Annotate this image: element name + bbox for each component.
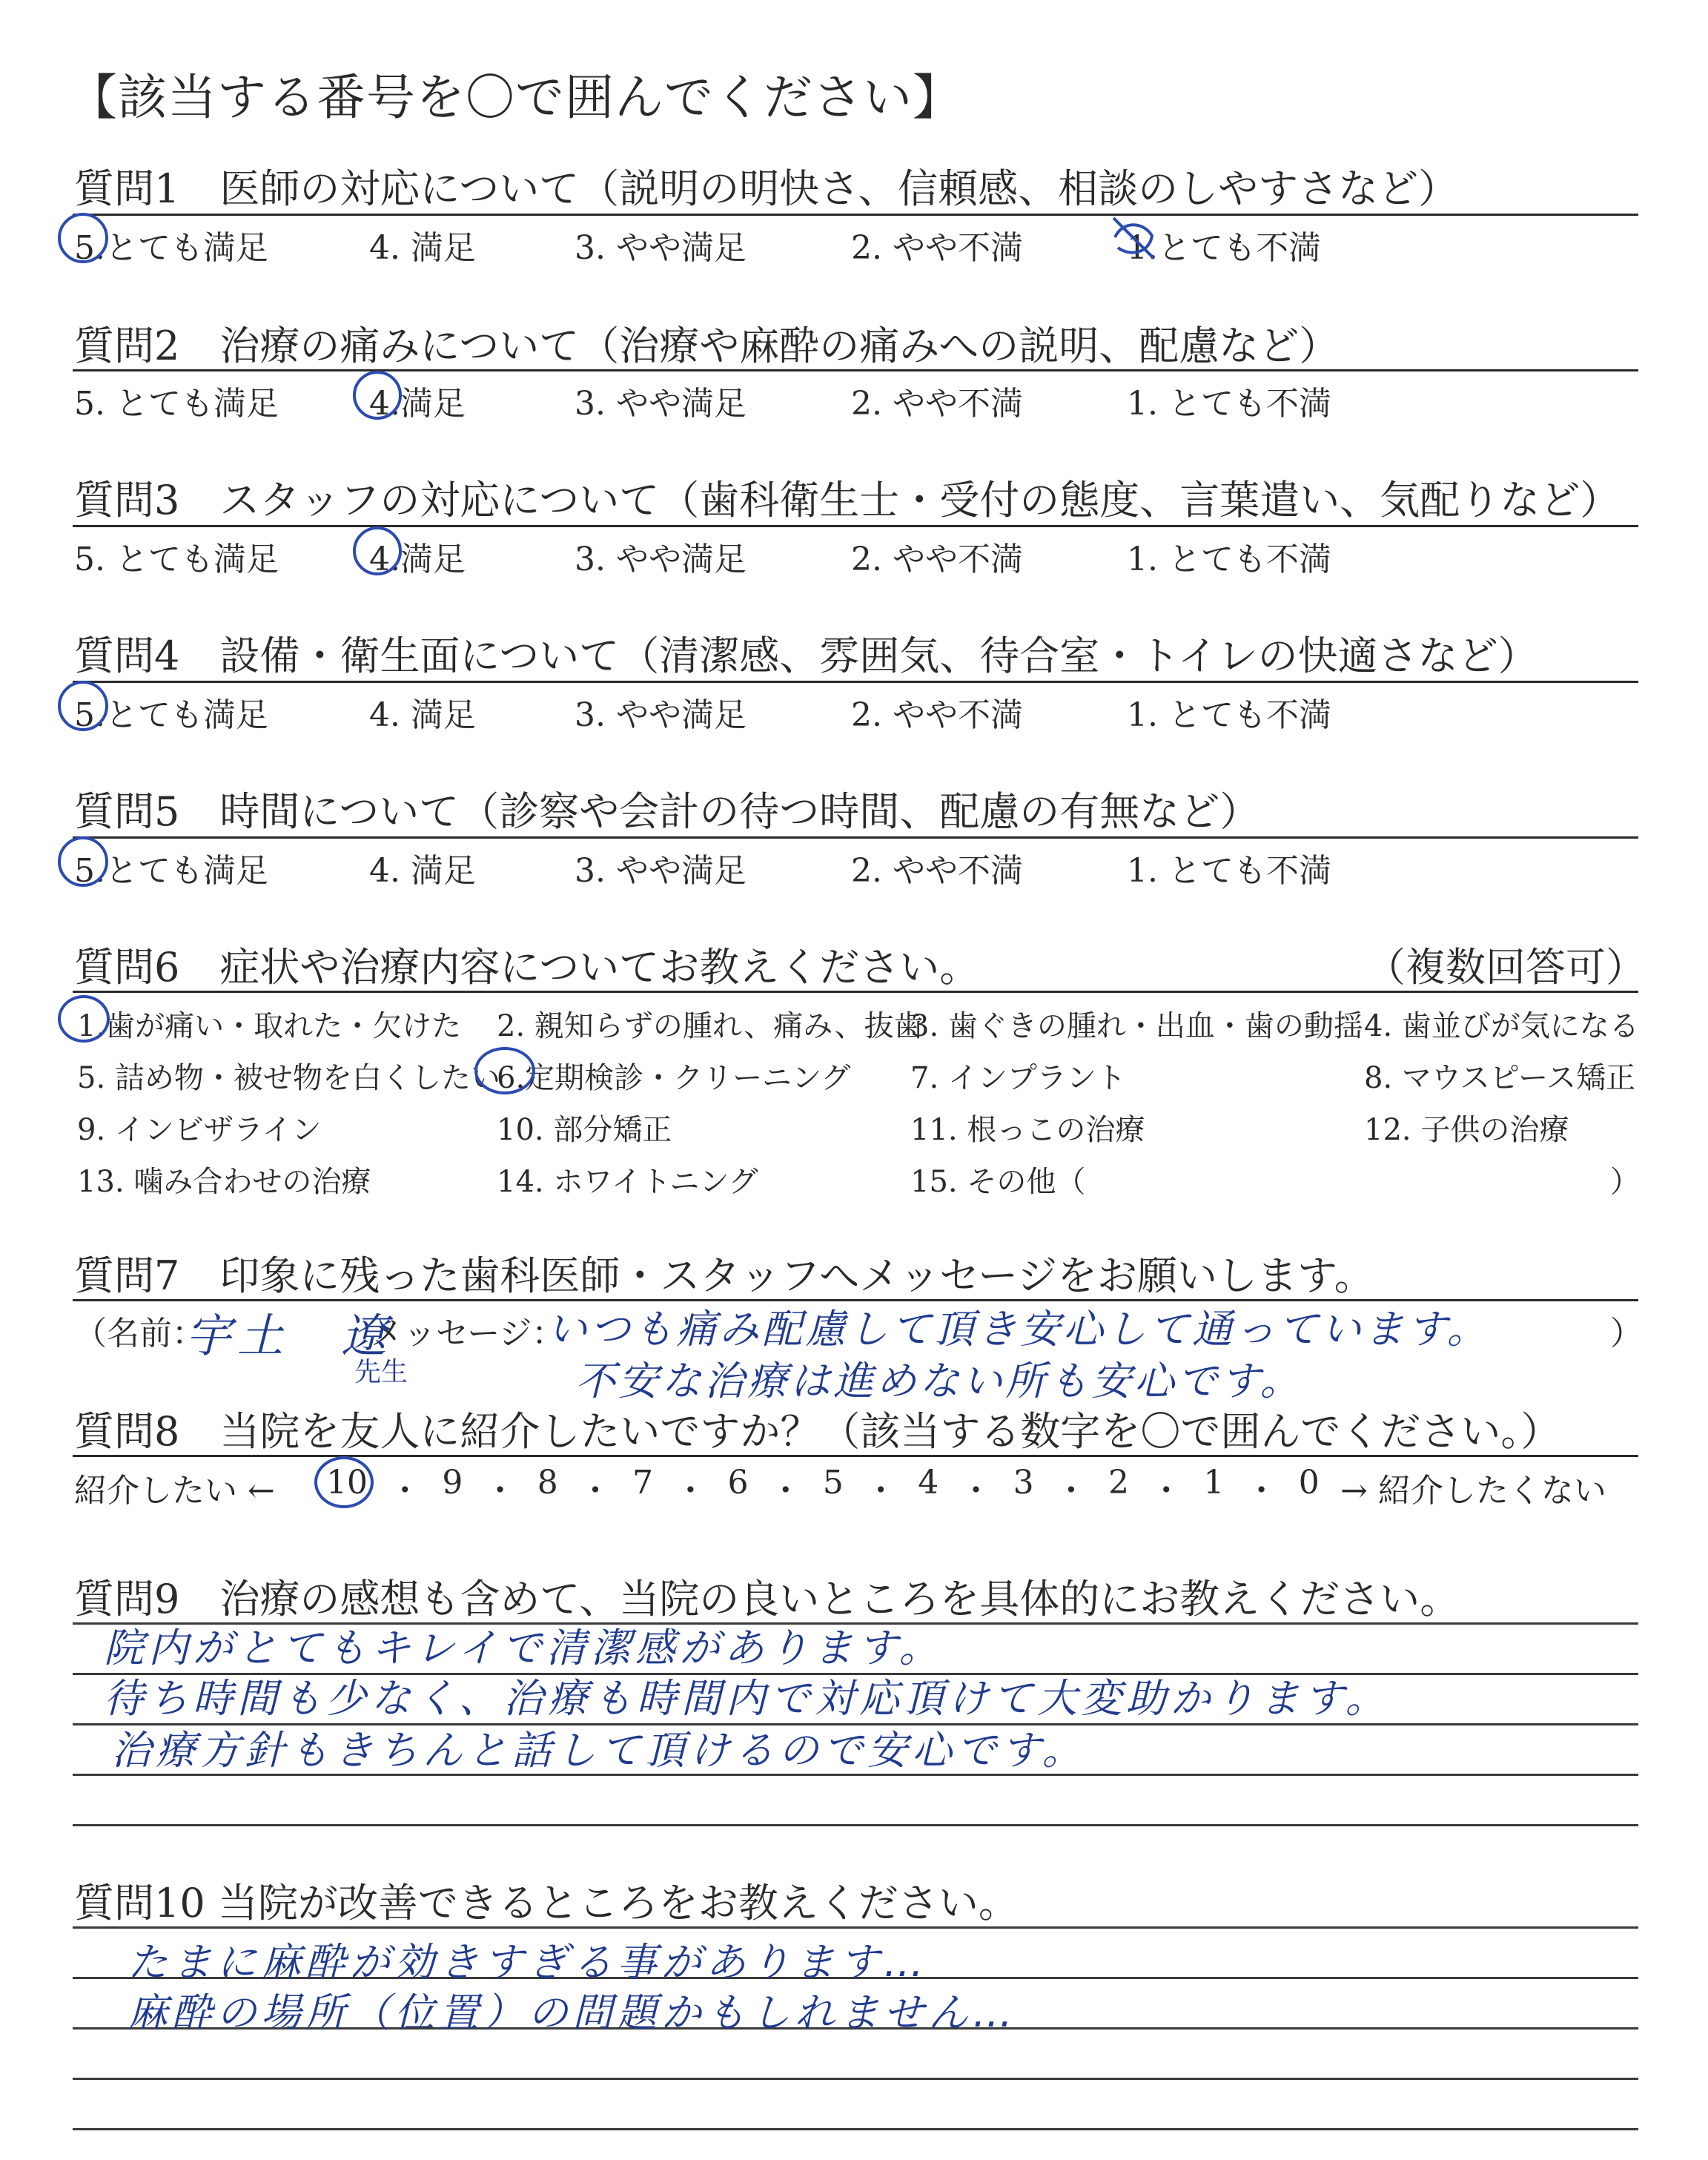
q5-selection-circle — [58, 836, 108, 887]
q1-selection-circle — [58, 213, 108, 263]
q8-score-10[interactable]: 10 — [326, 1464, 368, 1502]
q6-multiple-note: （複数回答可） — [1366, 944, 1646, 991]
q3-option-4[interactable]: 4.満足 — [369, 541, 466, 578]
q8-score-8[interactable]: 8 — [537, 1464, 558, 1502]
q7-close-paren: ） — [1610, 1315, 1643, 1353]
q8-separator: ・ — [1150, 1472, 1183, 1510]
q4-rule — [73, 681, 1638, 683]
q9-answer-line-3[interactable]: 治療方針もきちんと話して頂けるので安心です。 — [111, 1727, 1087, 1774]
q9-label: 質問9 治療の感想も含めて、当院の良いところを具体的にお教えください。 — [74, 1576, 1460, 1622]
q2-option-2[interactable]: 2. やや不満 — [851, 385, 1023, 423]
q4-selection-circle — [58, 681, 108, 731]
q1-label: 質問1 医師の対応について（説明の明快さ、信頼感、相談のしやすさなど） — [74, 165, 1459, 212]
q6-option-9[interactable]: 9. インビザライン — [77, 1113, 322, 1147]
q3-option-2[interactable]: 2. やや不満 — [851, 541, 1023, 578]
q1-option-1[interactable]: 1.とても不満 — [1127, 229, 1321, 267]
q8-score-4[interactable]: 4 — [918, 1464, 939, 1502]
q8-separator: ・ — [1245, 1472, 1278, 1510]
q8-label: 質問8 当院を友人に紹介したいですか？（該当する数字を〇で囲んでください。） — [74, 1408, 1561, 1455]
q8-separator: ・ — [578, 1472, 612, 1510]
q5-option-2[interactable]: 2. やや不満 — [851, 852, 1023, 890]
q8-separator: ・ — [1054, 1472, 1088, 1510]
q10-line-rule — [73, 2078, 1638, 2080]
q8-score-7[interactable]: 7 — [632, 1464, 654, 1502]
q10-answer-line-2[interactable]: 麻酔の場所（位置）の問題かもしれません… — [128, 1989, 1017, 2036]
q7-message-line-2[interactable]: 不安な治療は進めない所も安心です。 — [575, 1358, 1303, 1404]
q10-line-rule — [73, 1926, 1638, 1929]
q7-name-label: （名前： — [74, 1315, 205, 1353]
q8-score-5[interactable]: 5 — [822, 1464, 844, 1502]
q4-label: 質問4 設備・衛生面について（清潔感、雰囲気、待合室・トイレの快適さなど） — [74, 633, 1538, 679]
q8-separator: ・ — [769, 1472, 802, 1510]
q8-separator: ・ — [959, 1472, 993, 1510]
q6-option-4[interactable]: 4. 歯並びが気になる — [1364, 1009, 1639, 1043]
q8-score-3[interactable]: 3 — [1013, 1464, 1034, 1502]
q2-option-3[interactable]: 3. やや満足 — [575, 385, 747, 423]
q8-separator: ・ — [674, 1472, 707, 1510]
q10-line-rule — [73, 2128, 1638, 2130]
q7-message-label: メッセージ： — [371, 1315, 565, 1353]
q6-option-12[interactable]: 12. 子供の治療 — [1364, 1113, 1569, 1147]
q2-option-5[interactable]: 5. とても満足 — [74, 385, 279, 423]
q3-rule — [73, 525, 1638, 527]
q9-answer-line-1[interactable]: 院内がとてもキレイで清潔感があります。 — [104, 1625, 944, 1671]
q1-option-2[interactable]: 2. やや不満 — [851, 229, 1023, 267]
q10-answer-line-1[interactable]: たまに麻酔が効きすぎる事があります… — [128, 1939, 928, 1986]
q1-rule — [73, 214, 1638, 216]
q1-option-3[interactable]: 3. やや満足 — [575, 229, 747, 267]
q4-option-3[interactable]: 3. やや満足 — [575, 696, 747, 734]
q5-option-5[interactable]: 5.とても満足 — [74, 852, 268, 890]
page-title: 【該当する番号を〇で囲んでください】 — [68, 69, 962, 126]
q1-strike-mark — [1108, 211, 1159, 262]
q8-left-label: 紹介したい ← — [74, 1472, 275, 1510]
q6-option-13[interactable]: 13. 噛み合わせの治療 — [77, 1165, 371, 1199]
q6-option-7[interactable]: 7. インプラント — [910, 1061, 1126, 1095]
q7-staff-name[interactable]: 宇土 遼 — [185, 1309, 394, 1363]
q6-selection-circle-1 — [58, 995, 110, 1043]
q6-option-3[interactable]: 3. 歯ぐきの腫れ・出血・歯の動揺 — [910, 1009, 1363, 1043]
q5-option-4[interactable]: 4. 満足 — [369, 852, 476, 890]
q6-option-5[interactable]: 5. 詰め物・被せ物を白くしたい — [77, 1061, 500, 1095]
q6-option-8[interactable]: 8. マウスピース矯正 — [1364, 1061, 1636, 1095]
q6-option-15[interactable]: 15. その他（ — [910, 1165, 1086, 1199]
q8-separator: ・ — [388, 1472, 422, 1510]
q5-option-3[interactable]: 3. やや満足 — [575, 852, 747, 890]
q2-label: 質問2 治療の痛みについて（治療や麻酔の痛みへの説明、配慮など） — [74, 323, 1340, 369]
q5-rule — [73, 836, 1638, 839]
q8-selection-circle — [314, 1456, 374, 1508]
q8-rule — [73, 1455, 1638, 1457]
q8-score-6[interactable]: 6 — [727, 1464, 749, 1502]
q2-selection-circle — [353, 371, 402, 420]
q8-separator: ・ — [864, 1472, 898, 1510]
q6-other-close-paren: ） — [1610, 1165, 1640, 1199]
q8-score-0[interactable]: 0 — [1298, 1464, 1320, 1502]
q2-option-4[interactable]: 4.満足 — [369, 385, 466, 423]
q1-option-4[interactable]: 4. 満足 — [369, 229, 476, 267]
q4-option-2[interactable]: 2. やや不満 — [851, 696, 1023, 734]
q8-score-9[interactable]: 9 — [442, 1464, 463, 1502]
q3-option-3[interactable]: 3. やや満足 — [575, 541, 747, 578]
q4-option-5[interactable]: 5.とても満足 — [74, 696, 268, 734]
q5-option-1[interactable]: 1. とても不満 — [1127, 852, 1331, 890]
q3-option-5[interactable]: 5. とても満足 — [74, 541, 279, 578]
q6-option-1[interactable]: 1.歯が痛い・取れた・欠けた — [77, 1009, 462, 1043]
q6-option-6[interactable]: 6.定期検診・クリーニング — [497, 1061, 851, 1095]
q8-scale — [326, 1464, 1320, 1511]
q6-selection-circle-6 — [474, 1047, 535, 1094]
q6-option-2[interactable]: 2. 親知らずの腫れ、痛み、抜歯 — [497, 1009, 924, 1043]
q3-option-1[interactable]: 1. とても不満 — [1127, 541, 1331, 578]
q6-option-11[interactable]: 11. 根っこの治療 — [910, 1113, 1145, 1147]
q7-message-line-1[interactable]: いつも痛み配慮して頂き安心して通っています。 — [547, 1306, 1490, 1353]
q8-score-2[interactable]: 2 — [1108, 1464, 1129, 1502]
q8-score-1[interactable]: 1 — [1203, 1464, 1225, 1502]
q7-label: 質問7 印象に残った歯科医師・スタッフへメッセージをお願いします。 — [74, 1252, 1374, 1299]
q8-separator: ・ — [483, 1472, 517, 1510]
q10-label: 質問10 当院が改善できるところをお教えください。 — [74, 1880, 1019, 1926]
q4-option-1[interactable]: 1. とても不満 — [1127, 696, 1331, 734]
q5-label: 質問5 時間について（診察や会計の待つ時間、配慮の有無など） — [74, 788, 1260, 835]
q2-option-1[interactable]: 1. とても不満 — [1127, 385, 1331, 423]
q9-answer-line-2[interactable]: 待ち時間も少なく、治療も時間内で対応頂けて大変助かります。 — [104, 1675, 1390, 1722]
q8-right-label: → 紹介したくない — [1340, 1472, 1606, 1510]
q6-option-10[interactable]: 10. 部分矯正 — [497, 1113, 672, 1147]
q7-honorific: 先生 — [354, 1357, 408, 1387]
q3-label: 質問3 スタッフの対応について（歯科衛生士・受付の態度、言葉遣い、気配りなど） — [74, 477, 1621, 524]
q6-option-14[interactable]: 14. ホワイトニング — [497, 1165, 758, 1199]
q3-selection-circle — [353, 526, 402, 575]
q4-option-4[interactable]: 4. 満足 — [369, 696, 476, 734]
q6-label: 質問6 症状や治療内容についてお教えください。 — [74, 944, 980, 991]
q6-rule — [73, 991, 1638, 993]
q2-rule — [73, 369, 1638, 371]
q9-line-rule — [73, 1824, 1638, 1826]
q1-option-5[interactable]: 5.とても満足 — [74, 229, 268, 267]
